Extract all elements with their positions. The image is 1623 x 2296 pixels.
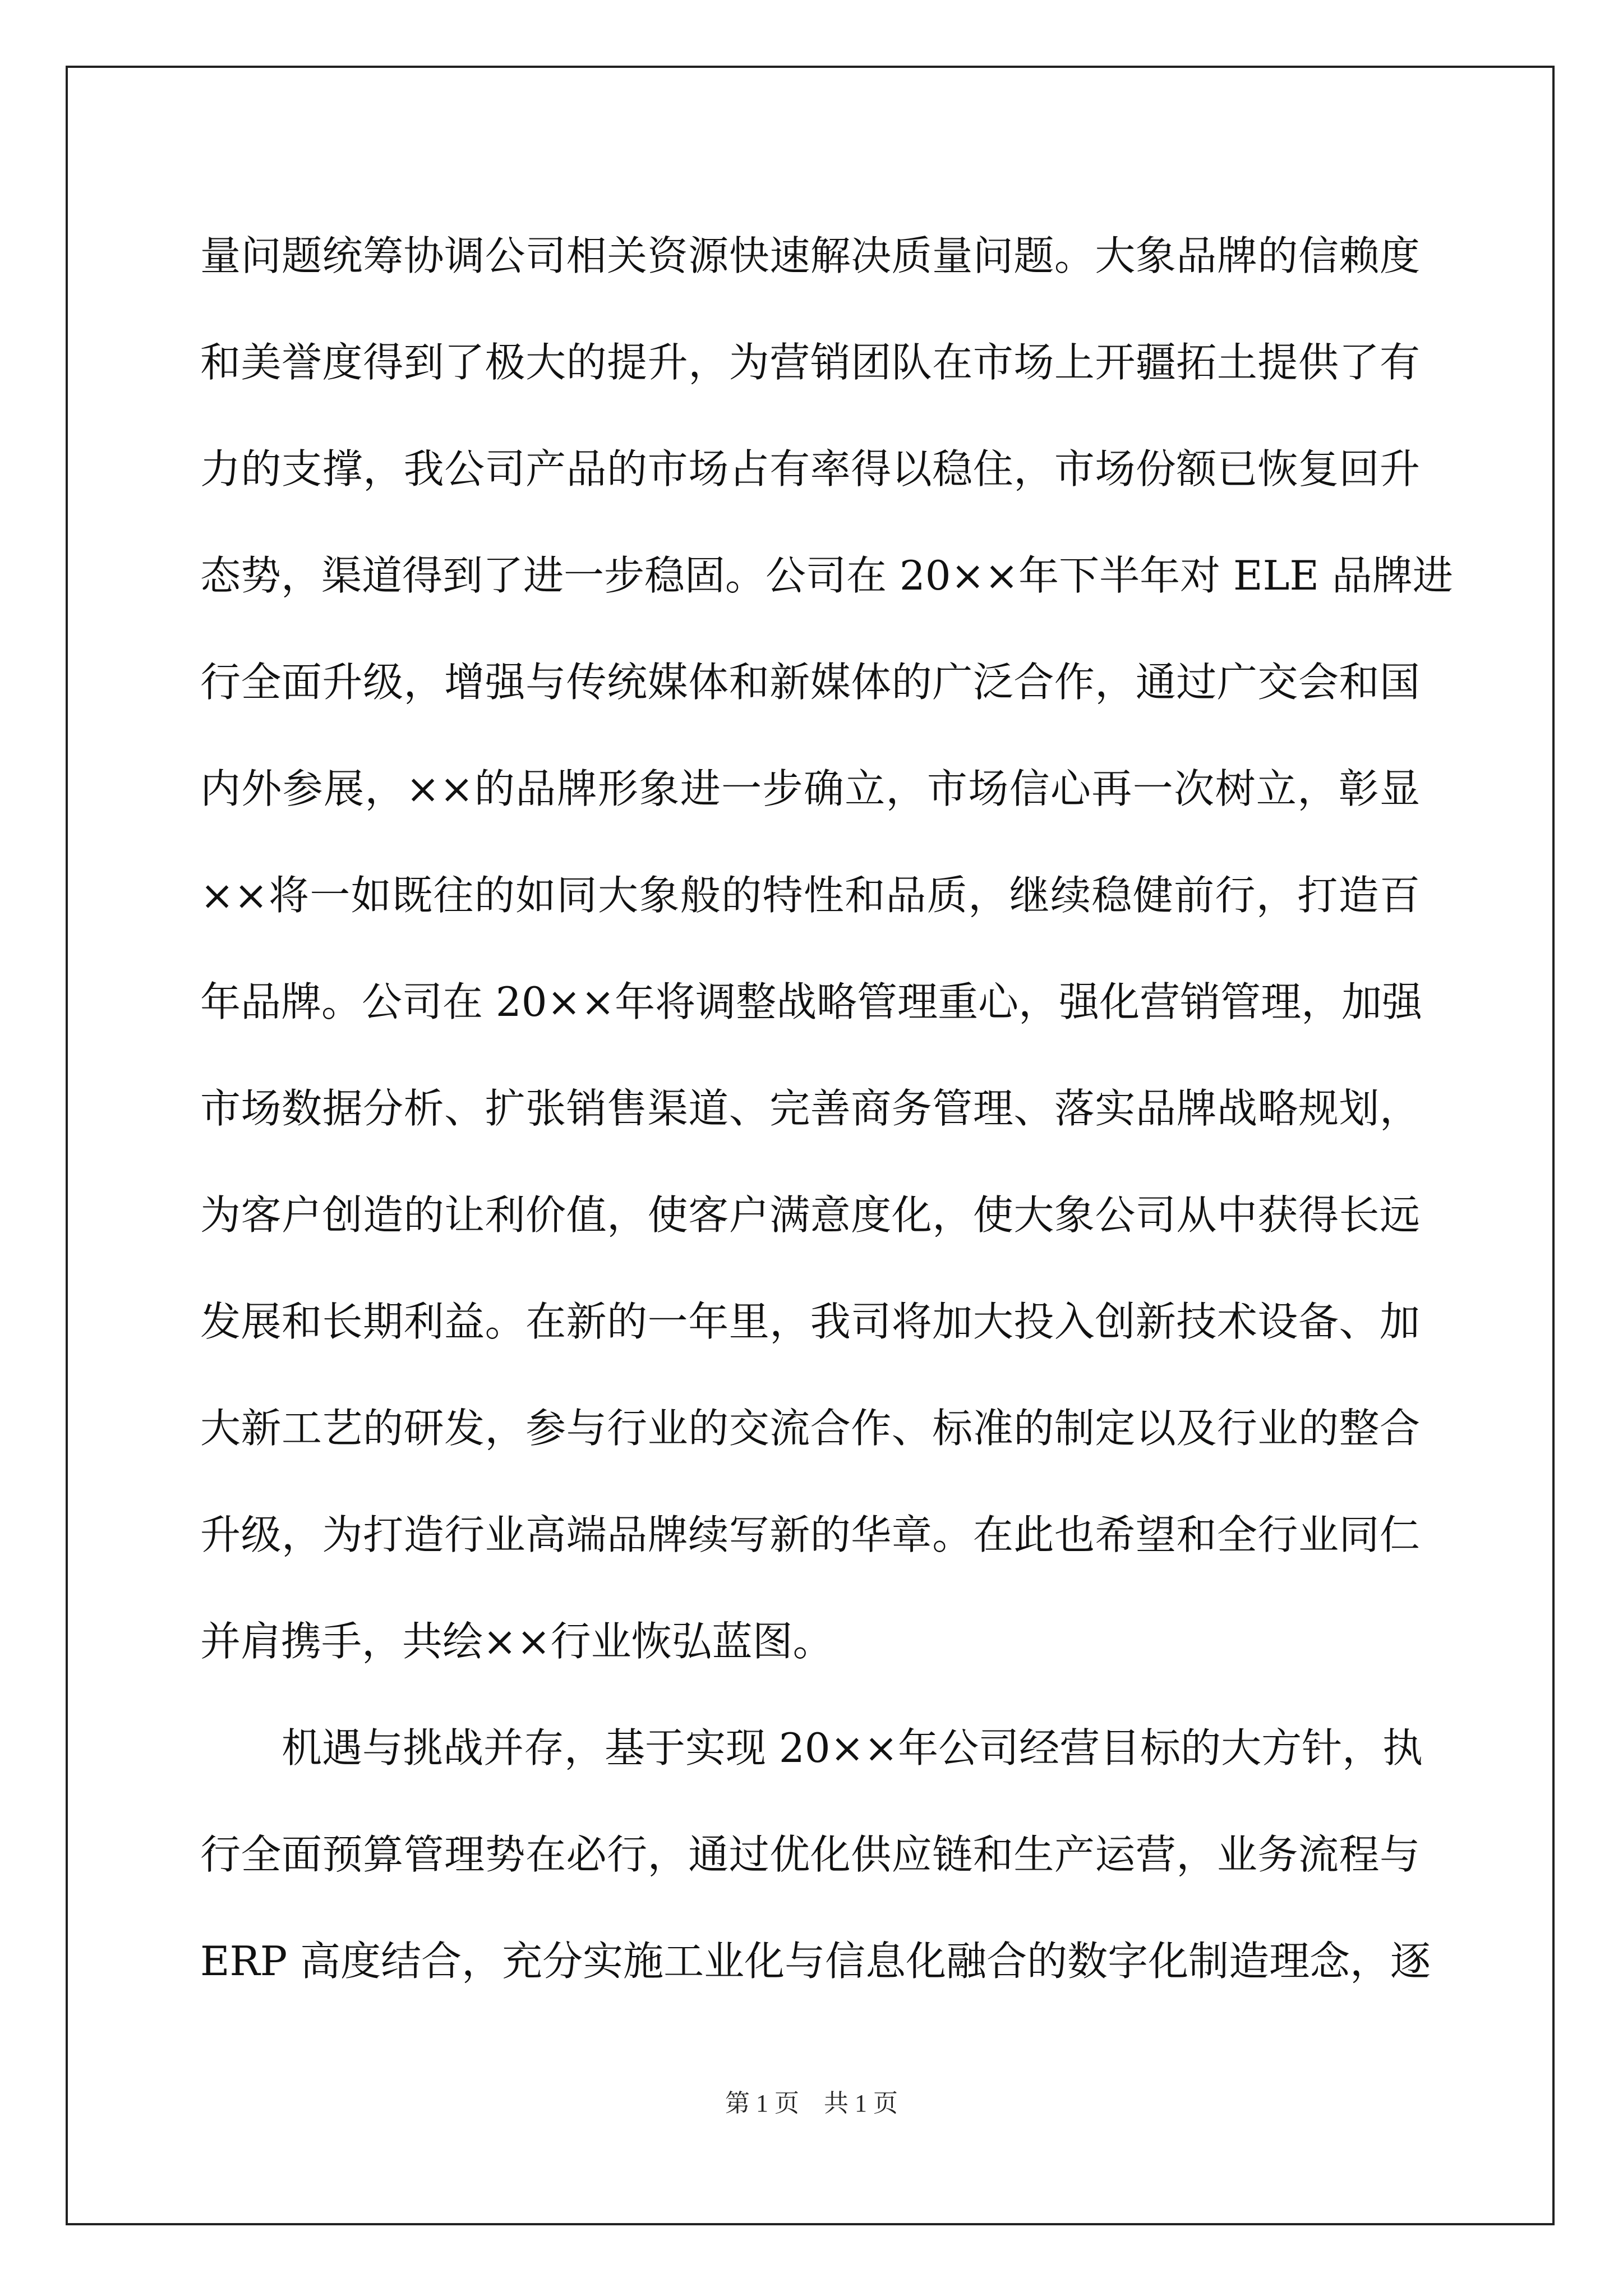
document-body (200, 211, 1453, 2023)
text-line: 年品牌。公司在 20××年将调整战略管理重心，强化营销管理，加强 (200, 978, 1423, 1025)
text-line: 为客户创造的让利价值，使客户满意度化，使大象公司从中获得长远 (200, 1191, 1420, 1239)
text-line: ERP 高度结合，充分实施工业化与信息化融合的数字化制造理念，逐 (200, 1938, 1431, 1985)
text-line: ××将一如既往的如同大象般的特性和品质，继续稳健前行，打造百 (200, 872, 1420, 919)
text-line: 行全面升级，增强与传统媒体和新媒体的广泛合作，通过广交会和国 (200, 659, 1420, 706)
text-line: 行全面预算管理势在必行，通过优化供应链和生产运营，业务流程与 (200, 1831, 1420, 1878)
text-line: 市场数据分析、扩张销售渠道、完善商务管理、落实品牌战略规划， (200, 1085, 1420, 1132)
paragraph-start-line: 机遇与挑战并存，基于实现 20××年公司经营目标的大方针，执 (282, 1724, 1423, 1772)
text-line: 和美誉度得到了极大的提升，为营销团队在市场上开疆拓土提供了有 (200, 339, 1420, 386)
page-number-footer: 第 1 页 共 1 页 (725, 2090, 898, 2117)
text-line: 大新工艺的研发，参与行业的交流合作、标准的制定以及行业的整合 (200, 1405, 1420, 1452)
paragraph-end-line: 并肩携手，共绘××行业恢弘蓝图。 (200, 1618, 833, 1665)
text-line: 态势，渠道得到了进一步稳固。公司在 20××年下半年对 ELE 品牌进 (200, 552, 1453, 599)
text-line: 发展和长期利益。在新的一年里，我司将加大投入创新技术设备、加 (200, 1298, 1420, 1345)
text-line: 升级，为打造行业高端品牌续写新的华章。在此也希望和全行业同仁 (200, 1511, 1420, 1558)
text-line: 量问题统筹协调公司相关资源快速解决质量问题。大象品牌的信赖度 (200, 232, 1420, 279)
text-line: 内外参展，××的品牌形象进一步确立，市场信心再一次树立，彰显 (200, 765, 1420, 812)
text-line: 力的支撑，我公司产品的市场占有率得以稳住，市场份额已恢复回升 (200, 445, 1420, 493)
